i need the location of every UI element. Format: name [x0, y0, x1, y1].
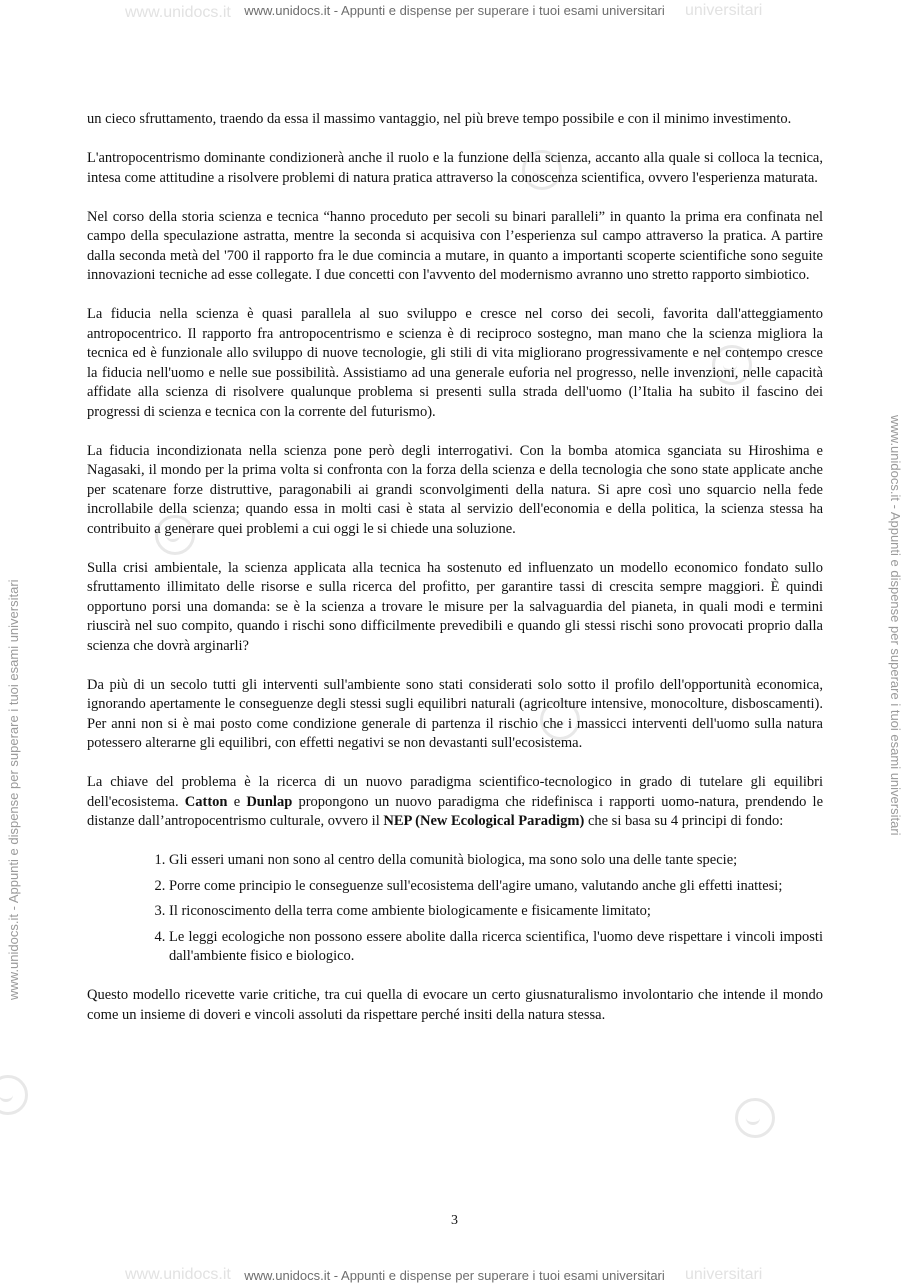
nep-text: La chiave del problema è la ricerca di un nuovo paradigma scientifico-tecnologico in grado di tutelare gli equilibri dell'ecosistema.	[87, 774, 823, 810]
paragraph: Sulla crisi ambientale, la scienza applicata alla tecnica ha sostenuto ed influenzato un modello economico fondato sullo sfruttamento illimitato delle risorse e sulla ricerca del profitto, per garantire tassi di crescita sempre maggiori. È quindi opportuno porsi una domanda: se è la scienza a trovare le misure per la salvaguardia del pianeta, in quali modi e termini riuscirà nel suo compito, quando i rischi sono difficilmente prevedibili e quando gli stessi rischi sono provocati proprio dalla scienza che dovrà arginarli?	[87, 559, 823, 654]
list-item: 2. Porre come principio le conseguenze sull'ecosistema dell'agire umano, valutando anche gli effetti inattesi;	[169, 877, 823, 897]
nep-term: NEP (New Ecological Paradigm)	[383, 813, 585, 829]
document-body	[87, 110, 823, 1045]
paragraph: Nel corso della storia scienza e tecnica “hanno proceduto per secoli su binari paralleli” in quanto la prima era confinata nel campo della speculazione astratta, mentre la seconda si acquisiva con l’esperienza sul campo attraverso la pratica. A partire dalla seconda metà del '700 il rapporto fra le due comincia a mutare, in quanto a importanti scoperte scientifiche sono seguite innovazioni tecniche ad esse collegate. I due concetti con l'avvento del modernismo avranno uno stretto rapporto simbiotico.	[87, 208, 823, 283]
header-watermark: www.unidocs.it - Appunti e dispense per superare i tuoi esami universitari	[244, 3, 665, 18]
watermark-ghost-right-bottom: universitari	[685, 1266, 763, 1283]
paragraph: L'antropocentrismo dominante condizionerà anche il ruolo e la funzione della scienza, accanto alla quale si colloca la tecnica, intesa come attitudine a risolvere problemi di natura pratica attraverso la conoscenza scientifica, ovvero l'esperienza maturata.	[87, 150, 823, 186]
author-catton: Catton	[184, 793, 228, 810]
footer-watermark: www.unidocs.it - Appunti e dispense per superare i tuoi esami universitari	[244, 1268, 665, 1283]
left-side-watermark: www.unidocs.it - Appunti e dispense per superare i tuoi esami universitari	[6, 579, 21, 1000]
paragraph: La fiducia nella scienza è quasi parallela al suo sviluppo e cresce nel corso dei secoli, favorita dall'atteggiamento antropocentrico. Il rapporto fra antropocentrismo e scienza è di reciproco sostegno, man mano che la scienza migliora la tecnica ed è funzionale allo sviluppo di nuove tecnologie, gli stili di vita migliorano progressivamente e nel contempo cresce la fiducia nell'uomo e nelle sue possibilità. Assistiamo ad una generale euforia nel progresso, nelle invenzioni, nelle capacità affidate alla scienza di risolvere qualunque problema si presenti sulla strada dell'uomo (l’Italia ha subito il fascino dei progressi di scienza e tecnica con la corrente del futurismo).	[87, 306, 823, 420]
page-number: 3	[451, 1213, 458, 1228]
list-item: 3. Il riconoscimento della terra come ambiente biologicamente e fisicamente limitato;	[169, 902, 823, 922]
author-dunlap: Dunlap	[246, 793, 293, 810]
paragraph: La fiducia incondizionata nella scienza pone però degli interrogativi. Con la bomba atomica sganciata su Hiroshima e Nagasaki, il mondo per la prima volta si confronta con la forza della scienza e della tecnologia che sono state applicate anche per scatenare forze distruttive, paragonabili ai grandi sconvolgimenti della natura. Si apre così uno squarcio nella fede incrollabile della scienza; quando essa in molti casi è stata al servizio dell'economia e della politica, la scienza stessa ha contribuito a generare quei problemi a cui oggi le si chiede una soluzione.	[87, 442, 823, 537]
principles-list	[87, 851, 823, 967]
list-item: 1. Gli esseri umani non sono al centro della comunità biologica, ma sono solo una delle tante specie;	[169, 851, 823, 871]
nep-text: propongono un nuovo paradigma che ridefinisca i rapporti uomo-natura, prendendo le distanze dall’antropocentrismo culturale, ovvero il	[87, 793, 824, 829]
paragraph: Da più di un secolo tutti gli interventi sull'ambiente sono stati considerati solo sotto il profilo dell'opportunità economica, ignorando apertamente le conseguenze degli stessi sugli equilibri naturali (agricolture intensive, monocolture, disboscamenti). Per anni non si è mai posto come condizione generale di partenza il rischio che i massicci interventi dell'uomo sulla natura potessero alterarne gli equilibri, con effetti negativi se non devastanti sull'ecosistema.	[87, 676, 823, 751]
watermark-logo-icon	[0, 1075, 28, 1115]
watermark-ghost-left: www.unidocs.it	[125, 4, 231, 21]
paragraph: un cieco sfruttamento, traendo da essa il massimo vantaggio, nel più breve tempo possibile e con il minimo investimento.	[87, 111, 792, 127]
watermark-ghost-right: universitari	[685, 2, 763, 19]
nep-paragraph	[87, 773, 823, 832]
closing-paragraph: Questo modello ricevette varie critiche, tra cui quella di evocare un certo giusnaturalismo involontario che intende il mondo come un insieme di doveri e vincoli assoluti da rispettare perché insiti della natura stessa.	[87, 987, 823, 1023]
nep-text: e	[227, 793, 247, 810]
list-item: 4. Le leggi ecologiche non possono essere abolite dalla ricerca scientifica, l'uomo deve rispettare i vincoli imposti dall'ambiente fisico e biologico.	[169, 928, 823, 967]
watermark-logo-icon	[735, 1098, 775, 1138]
right-side-watermark: www.unidocs.it - Appunti e dispense per superare i tuoi esami universitari	[888, 415, 903, 836]
nep-text: che si basa su 4 principi di fondo:	[584, 813, 784, 829]
watermark-ghost-left-bottom: www.unidocs.it	[125, 1266, 231, 1283]
